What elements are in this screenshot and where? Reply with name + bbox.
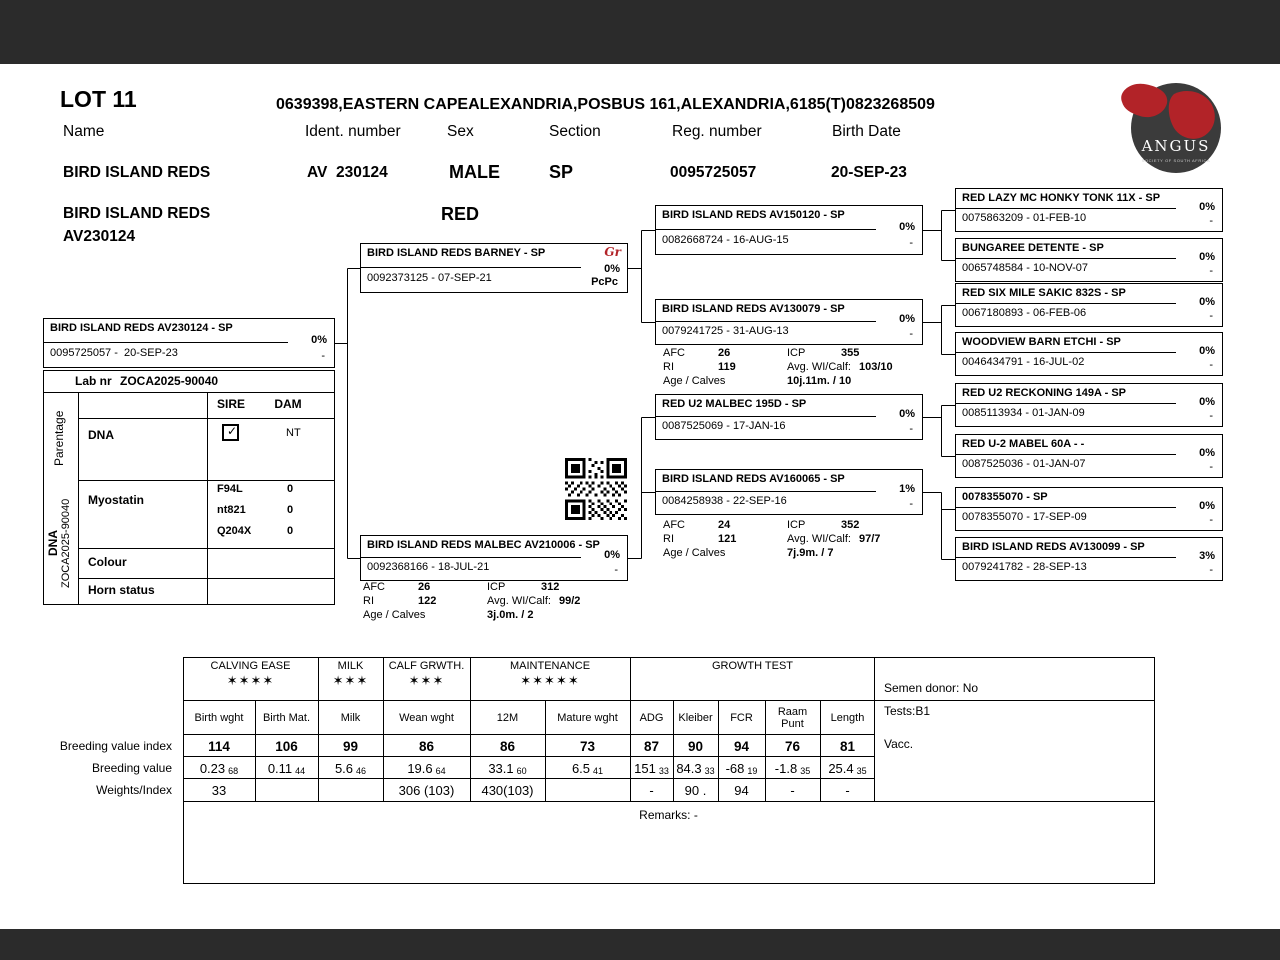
ebv-accuracy: 64 [435,766,446,776]
ebv-value: -68 [725,760,745,776]
myostatin-count: 0 [287,504,294,516]
ancestor-title: WOODVIEW BARN ETCHI - SP [962,336,1121,348]
icp-label: ICP [787,347,806,359]
box-divider [956,352,1176,353]
lab-nr-label: Lab nr [75,374,112,388]
box-divider [656,321,876,322]
inbreeding-pct: 0% [899,313,915,325]
ebv-index-cell: 99 [342,738,359,754]
flag-value: - [1209,310,1213,322]
col-kleiber: Kleiber [678,711,713,724]
animal-title: BIRD ISLAND REDS AV230124 - SP [50,322,233,334]
group-maintenance: MAINTENANCE [509,660,591,672]
inbreeding-pct: 0% [311,334,327,346]
ebv-accuracy: 33 [704,766,715,776]
animal-reg-date: 0095725057 - 20-SEP-23 [50,347,178,359]
ebv-value: 33.1 [488,760,514,776]
box-divider [656,491,876,492]
ancestor-title: RED U2 MALBEC 195D - SP [662,398,807,410]
ebv-accuracy: 46 [356,766,367,776]
ebv-weight-cell: 306 (103) [398,782,455,798]
age-calves-label: Age / Calves [663,547,726,559]
dna-sire-checkbox[interactable] [222,424,239,441]
myostatin-variant: F94L [217,483,243,495]
breeder-contact: 0639398,EASTERN CAPEALEXANDRIA,POSBUS 161,ALEXANDRIA,6185(T)0823268509 [276,96,935,113]
age-calves-label: Age / Calves [663,375,726,387]
pedigree-box-dam-dam [655,469,923,515]
stats-row [663,375,893,389]
box-divider [656,416,876,417]
ancestor-reg-date: 0082668724 - 16-AUG-15 [662,234,789,246]
col-birth-wght: Birth wght [194,711,244,724]
stats-row [363,581,580,595]
logo-text: ANGUS [1141,137,1211,155]
checkmark-icon: ✓ [226,424,238,438]
icp-label: ICP [787,519,806,531]
ri-label: RI [663,361,674,373]
ebv-index-cell: 81 [839,738,856,754]
box-divider [956,208,1176,209]
value-ident-number: AV 230124 [307,164,388,181]
label-sex: Sex [447,123,474,140]
ebv-value: 5.6 [334,760,354,776]
pedigree-box-sire-dam [655,299,923,345]
flag-value: - [909,328,913,340]
pedigree-box-ggp-7 [955,487,1223,531]
group-calf-growth-stars: ✶✶✶ [408,673,445,688]
stats-row [663,547,880,561]
label-name: Name [63,123,105,140]
age-calves-label: Age / Calves [363,609,426,621]
ebv-value-cell [183,758,255,778]
ebv-accuracy: 19 [747,766,758,776]
ebv-weight-cell [545,780,630,800]
col-length: Length [830,711,865,724]
ebv-value-cell [255,758,318,778]
age-calves-value: 10j.11m. / 10 [787,375,852,387]
ebv-accuracy: 33 [658,766,669,776]
tests-info: Tests:B1 [884,704,931,718]
dam-reg-date: 0092368166 - 18-JUL-21 [367,561,490,573]
label-section: Section [549,123,601,140]
pedigree-box-animal [43,318,335,368]
animal-colour: RED [441,204,480,224]
ancestor-title: BUNGAREE DETENTE - SP [962,242,1104,254]
ancestor-reg-date: 0079241725 - 31-AUG-13 [662,325,789,337]
row-label-breeding-value-index: Breeding value index [59,739,172,753]
ebv-accuracy: 35 [800,766,811,776]
ebv-value: 19.6 [407,760,433,776]
pedigree-box-ggp-8 [955,537,1223,581]
ancestor-title: RED LAZY MC HONKY TONK 11X - SP [962,192,1161,204]
dam-dam-stats [663,519,880,561]
ebv-weight-cell: 94 [734,782,749,798]
dam-stats [363,581,580,623]
icp-value: 355 [841,347,860,359]
parentage-side-label: Parentage [52,410,66,466]
box-divider [656,229,876,230]
ebv-value-cell [545,758,630,778]
pedigree-box-sire-sire [655,205,923,255]
sire-title: BIRD ISLAND REDS BARNEY - SP [367,247,546,259]
pedigree-box-ggp-6 [955,434,1223,478]
ebv-index-cell: 73 [579,738,596,754]
ri-label: RI [663,533,674,545]
col-birth-mat: Birth Mat. [262,711,311,724]
wi-value: 97/7 [858,533,881,545]
ebv-accuracy: 44 [295,766,306,776]
wi-label: Avg. WI/Calf: [787,361,851,373]
myostatin-variant: nt821 [217,504,246,516]
box-divider [956,303,1176,304]
ebv-value: 25.4 [828,760,854,776]
group-calf-growth: CALF GRWTH. [388,660,465,672]
stats-row [663,361,893,375]
ebv-accuracy: 68 [228,766,239,776]
vaccination-info: Vacc. [884,737,914,751]
icp-label: ICP [487,581,506,593]
ancestor-title: 0078355070 - SP [962,491,1048,503]
row-label-breeding-value: Breeding value [91,761,172,775]
ebv-index-cell: 76 [784,738,801,754]
ancestor-title: RED U2 RECKONING 149A - SP [962,387,1127,399]
stats-row [363,595,580,609]
colour-row-label: Colour [88,555,127,569]
pedigree-box-ggp-5 [955,383,1223,427]
ancestor-reg-date: 0084258938 - 22-SEP-16 [662,495,787,507]
inbreeding-pct: 0% [1199,345,1215,357]
qr-code [565,458,627,520]
ebv-weight-cell: - [845,782,850,798]
ancestor-reg-date: 0046434791 - 16-JUL-02 [962,356,1085,368]
value-section: SP [549,162,574,182]
ebv-index-cell: 94 [733,738,750,754]
pedigree-box-ggp-2 [955,238,1223,282]
ancestor-reg-date: 0078355070 - 17-SEP-09 [962,511,1087,523]
dna-row-label: DNA [88,428,114,442]
ri-value: 122 [418,595,437,607]
remarks-line: Remarks: - [639,808,698,822]
inbreeding-pct: 0% [604,263,620,275]
ancestor-title: BIRD ISLAND REDS AV150120 - SP [662,209,845,221]
value-name: BIRD ISLAND REDS [63,164,211,181]
ancestor-title: BIRD ISLAND REDS AV130099 - SP [962,541,1145,553]
ebv-accuracy: 35 [856,766,867,776]
flag-value: - [1209,215,1213,227]
ebv-weight-cell: 90 . [684,782,707,798]
wi-label: Avg. WI/Calf: [487,595,551,607]
ebv-index-cell: 114 [208,738,230,754]
col-raam-punt: Raam Punt [777,705,808,730]
afc-value: 26 [418,581,431,593]
flag-value: - [909,237,913,249]
dna-dam-value: NT [286,427,301,439]
stats-row [663,519,880,533]
ebv-index-cell: 90 [687,738,704,754]
ancestor-reg-date: 0067180893 - 06-FEB-06 [962,307,1087,319]
flag-value: - [1209,265,1213,277]
group-milk-stars: ✶✶✶ [332,673,369,688]
flag-value: - [1209,514,1213,526]
inbreeding-pct: 3% [1199,550,1215,562]
dam-title: BIRD ISLAND REDS MALBEC AV210006 - SP [367,539,600,551]
top-black-bar [0,0,1280,64]
ancestor-title: BIRD ISLAND REDS AV130079 - SP [662,303,845,315]
ri-value: 121 [718,533,737,545]
row-label-weights-index: Weights/Index [96,783,172,797]
afc-label: AFC [663,347,685,359]
lab-nr-value: ZOCA2025-90040 [120,374,219,388]
pedigree-box-ggp-4 [955,332,1223,376]
flag-value: PcPc [591,276,618,288]
myostatin-row-label: Myostatin [88,493,145,507]
flag-value: - [1209,410,1213,422]
gr-emblem-icon: Gr [604,245,621,259]
pedigree-box-dam-sire [655,394,923,440]
wi-value: 103/10 [858,361,893,373]
group-maintenance-stars: ✶✶✶✶✶ [520,673,580,688]
col-adg: ADG [639,711,664,724]
ebv-value-cell [765,758,820,778]
logo-subtext: SOCIETY OF SOUTH AFRICA [1141,158,1211,163]
ebv-weight-cell: - [649,782,654,798]
label-reg-number: Reg. number [672,123,762,140]
value-reg-number: 0095725057 [670,164,757,181]
ancestor-title: BIRD ISLAND REDS AV160065 - SP [662,473,845,485]
ebv-weight-cell: - [790,782,795,798]
sire-dam-stats [663,347,893,389]
semen-donor-info: Semen donor: No [884,681,979,695]
myostatin-count: 0 [287,525,294,537]
ancestor-reg-date: 0065748584 - 10-NOV-07 [962,262,1088,274]
afc-value: 26 [718,347,731,359]
dam-column-header: DAM [274,397,302,411]
ebv-value-cell [630,758,673,778]
age-calves-value: 3j.0m. / 2 [487,609,534,621]
ancestor-reg-date: 0079241782 - 28-SEP-13 [962,561,1087,573]
ebv-weight-cell [318,780,383,800]
age-calves-value: 7j.9m. / 7 [787,547,834,559]
box-divider [956,507,1176,508]
inbreeding-pct: 0% [1199,447,1215,459]
flag-value: - [1209,461,1213,473]
ebv-weight-cell: 33 [211,782,227,798]
pedigree-box-ggp-1 [955,188,1223,232]
group-milk: MILK [337,660,364,672]
ebv-weight-cell: 430(103) [481,782,534,798]
inbreeding-pct: 0% [1199,396,1215,408]
stats-row [363,609,580,623]
inbreeding-pct: 0% [1199,296,1215,308]
ebv-value: -1.8 [774,760,798,776]
ebv-index-cell: 86 [418,738,435,754]
lot-number: LOT 11 [60,86,137,112]
dna-side-code: ZOCA2025-90040 [60,498,72,588]
box-divider [956,454,1176,455]
ancestor-reg-date: 0085113934 - 01-JAN-09 [962,407,1085,419]
box-divider [956,557,1176,558]
icp-value: 352 [841,519,860,531]
ebv-value-cell [318,758,383,778]
ebv-value: 0.23 [199,760,226,776]
col-milk: Milk [340,711,361,724]
inbreeding-pct: 0% [899,221,915,233]
ebv-value-cell [820,758,875,778]
flag-value: - [1209,359,1213,371]
group-growth-test: GROWTH TEST [711,660,794,672]
label-birth-date: Birth Date [832,123,901,140]
inbreeding-pct: 0% [604,549,620,561]
group-calving-ease: CALVING EASE [210,660,291,672]
box-divider [44,342,288,343]
value-birth-date: 20-SEP-23 [831,164,907,181]
sire-column-header: SIRE [216,397,245,411]
inbreeding-pct: 0% [1199,251,1215,263]
pedigree-box-dam [360,535,628,581]
inbreeding-pct: 1% [899,483,915,495]
pedigree-box-sire [360,243,628,293]
animal-name-line1: BIRD ISLAND REDS [63,205,211,222]
wi-value: 99/2 [558,595,581,607]
inbreeding-pct: 0% [899,408,915,420]
col-mature-wght: Mature wght [557,711,618,724]
box-divider [361,557,581,558]
ebv-weight-cell [255,780,318,800]
label-ident-number: Ident. number [305,123,401,140]
ancestor-reg-date: 0087525036 - 01-JAN-07 [962,458,1086,470]
sire-reg-date: 0092373125 - 07-SEP-21 [367,272,492,284]
ebv-index-cell: 106 [275,738,298,754]
flag-value: - [909,498,913,510]
ebv-value-cell [383,758,470,778]
flag-value: - [909,423,913,435]
ebv-accuracy: 60 [516,766,527,776]
ebv-value: 151 [634,760,656,776]
col-fcr: FCR [730,711,753,724]
box-divider [956,258,1176,259]
flag-value: - [321,350,325,362]
myostatin-variant: Q204X [217,525,252,537]
ri-value: 119 [718,361,736,373]
ebv-value-cell [718,758,765,778]
ebv-value: 0.11 [267,760,293,776]
ancestor-title: RED U-2 MABEL 60A - - [962,438,1085,450]
myostatin-count: 0 [287,483,294,495]
ancestor-reg-date: 0087525069 - 17-JAN-16 [662,420,786,432]
afc-label: AFC [663,519,685,531]
flag-value: - [614,564,618,576]
ebv-value: 6.5 [571,760,591,776]
wi-label: Avg. WI/Calf: [787,533,851,545]
ancestor-reg-date: 0075863209 - 01-FEB-10 [962,212,1087,224]
box-divider [956,403,1176,404]
ebv-accuracy: 41 [593,766,604,776]
bottom-black-bar [0,929,1280,960]
animal-name-line2: AV230124 [63,228,136,245]
inbreeding-pct: 0% [1199,500,1215,512]
ebv-value-cell [470,758,545,778]
inbreeding-pct: 0% [1199,201,1215,213]
box-divider [361,267,581,268]
ebv-index-cell: 87 [643,738,660,754]
col-12m: 12M [496,711,519,724]
pedigree-box-ggp-3 [955,283,1223,327]
ebv-value-cell [673,758,718,778]
ebv-value: 84.3 [676,760,702,776]
stats-row [663,533,880,547]
ebv-index-cell: 86 [499,738,516,754]
value-sex: MALE [449,162,500,182]
group-calving-ease-stars: ✶✶✶✶ [226,673,275,688]
icp-value: 312 [541,581,560,593]
ancestor-title: RED SIX MILE SAKIC 832S - SP [962,287,1126,299]
flag-value: - [1209,564,1213,576]
ri-label: RI [363,595,374,607]
afc-value: 24 [718,519,731,531]
horn-status-row-label: Horn status [88,583,155,597]
angus-logo [1112,78,1230,174]
col-wean-wght: Wean wght [399,711,454,724]
dna-side-label: DNA [46,530,60,556]
afc-label: AFC [363,581,385,593]
stats-row [663,347,893,361]
